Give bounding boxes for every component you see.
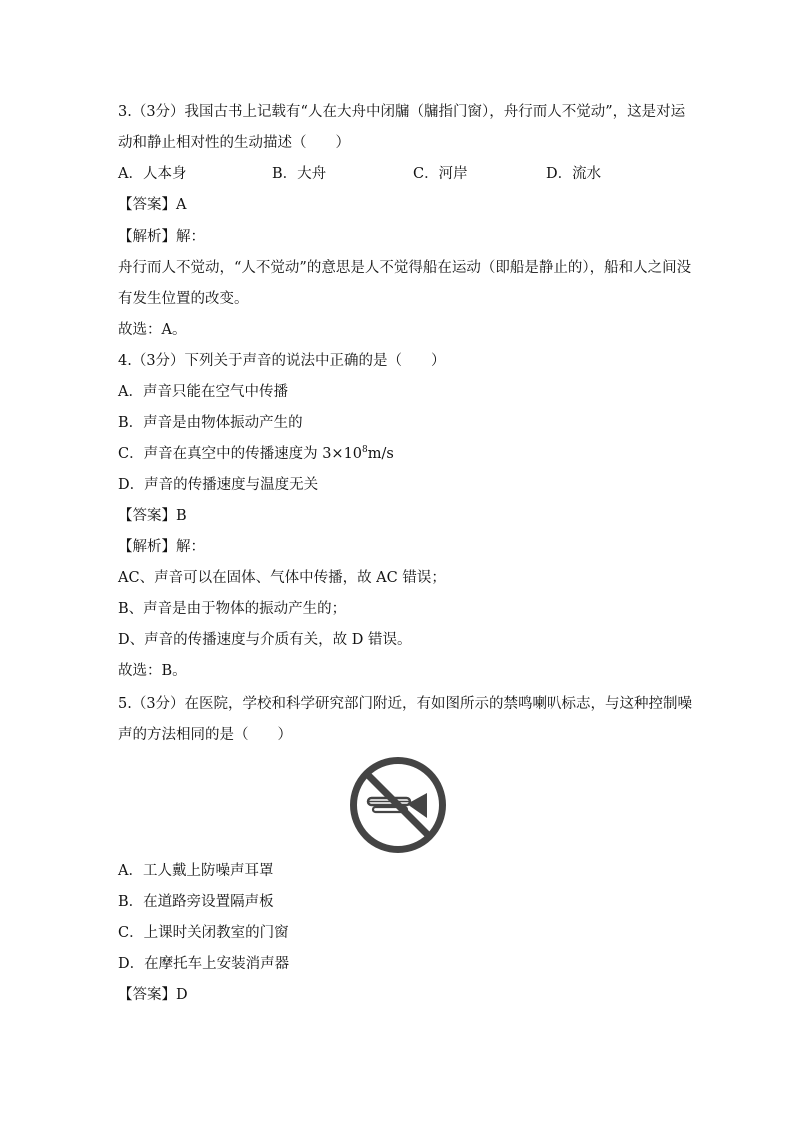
q4-option-c bbox=[118, 444, 394, 464]
q4-answer: 【答案】B bbox=[118, 508, 187, 524]
q4-conclusion: 故选：B。 bbox=[118, 663, 187, 679]
q3-answer: 【答案】A bbox=[118, 197, 187, 213]
q4-option-c-prefix: C．声音在真空中的传播速度为 3×10 bbox=[118, 446, 363, 462]
q4-analysis-line1: AC、声音可以在固体、气体中传播，故 AC 错误； bbox=[118, 570, 446, 586]
q3-options bbox=[118, 164, 678, 184]
q5-stem-line2: 声的方法相同的是（ ） bbox=[118, 727, 292, 743]
q3-option-a: A．人本身 bbox=[118, 166, 187, 182]
q4-option-b: B．声音是由物体振动产生的 bbox=[118, 415, 303, 431]
q4-option-c-exponent: 8 bbox=[362, 445, 368, 455]
q5-option-d: D．在摩托车上安装消声器 bbox=[118, 956, 290, 972]
no-horn-sign-icon bbox=[347, 756, 449, 854]
q5-answer: 【答案】D bbox=[118, 987, 188, 1003]
q3-stem-line1: 3.（3分）我国古书上记载有“人在大舟中闭牖（牖指门窗），舟行而人不觉动”，这是对运 bbox=[118, 104, 686, 120]
q4-stem: 4.（3分）下列关于声音的说法中正确的是（ ） bbox=[118, 353, 446, 369]
q5-option-b: B．在道路旁设置隔声板 bbox=[118, 894, 274, 910]
q3-option-d: D．流水 bbox=[546, 166, 602, 182]
q4-analysis-label: 【解析】解： bbox=[118, 539, 205, 555]
q4-analysis-line2: B、声音是由于物体的振动产生的； bbox=[118, 601, 347, 617]
q5-stem-line1: 5.（3分）在医院，学校和科学研究部门附近，有如图所示的禁鸣喇叭标志，与这种控制噪 bbox=[118, 696, 693, 712]
q4-analysis-line3: D、声音的传播速度与介质有关，故 D 错误。 bbox=[118, 632, 412, 648]
q3-conclusion: 故选：A。 bbox=[118, 322, 187, 338]
q5-option-c: C．上课时关闭教室的门窗 bbox=[118, 925, 289, 941]
q4-option-a: A．声音只能在空气中传播 bbox=[118, 384, 288, 400]
q4-option-d: D．声音的传播速度与温度无关 bbox=[118, 477, 319, 493]
q3-analysis-line1: 舟行而人不觉动，“人不觉动”的意思是人不觉得船在运动（即船是静止的），船和人之间没 bbox=[118, 260, 692, 276]
q3-analysis-label: 【解析】解： bbox=[118, 229, 205, 245]
q3-option-c: C．河岸 bbox=[413, 166, 468, 182]
q3-option-b: B．大舟 bbox=[272, 166, 327, 182]
q3-stem-line2: 动和静止相对性的生动描述（ ） bbox=[118, 135, 350, 151]
q3-analysis-line2: 有发生位置的改变。 bbox=[118, 291, 249, 307]
q5-option-a: A．工人戴上防噪声耳罩 bbox=[118, 863, 274, 879]
q4-option-c-unit: m/s bbox=[367, 446, 394, 462]
